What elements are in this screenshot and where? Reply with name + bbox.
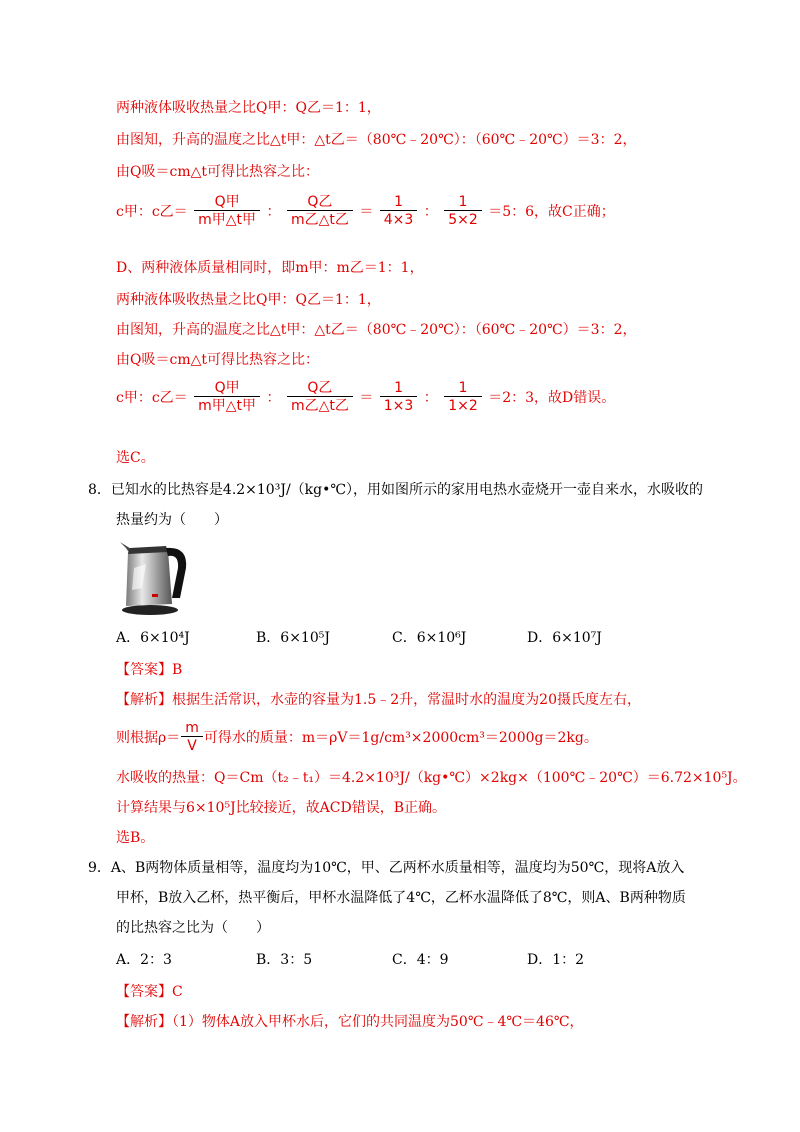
eq1-fraction-2 bbox=[287, 194, 353, 229]
q9-option-c: C．4：9 bbox=[392, 952, 449, 968]
q8-analysis-line-3: 水吸收的热量：Q＝Cm（t₂﹣t₁）＝4.2×10³J/（kg•℃）×2kg×（100℃﹣20℃）＝6.72×10⁵J。 bbox=[116, 770, 747, 786]
q8-stem-line-1: 8．已知水的比热容是4.2×10³J/（kg•℃），用如图所示的家用电热水壶烧开一壶自来水，水吸收的 bbox=[88, 482, 704, 498]
density-numerator: m bbox=[185, 720, 199, 736]
eq1-f4-numerator: 1 bbox=[458, 194, 468, 210]
eq2-f2-numerator: Q乙 bbox=[307, 380, 333, 396]
q8-option-d: D．6×10⁷J bbox=[527, 630, 602, 646]
eq1-suffix: ＝5：6，故C正确； bbox=[488, 203, 615, 220]
eq1-f2-denominator: m乙△t乙 bbox=[287, 210, 353, 229]
density-fraction bbox=[181, 720, 203, 755]
q9-stem-line-2: 甲杯，B放入乙杯，热平衡后，甲杯水温降低了4℃，乙杯水温降低了8℃，则A、B两种物质 bbox=[116, 890, 686, 906]
q8-answer: 【答案】B bbox=[116, 662, 183, 678]
sol7-line-3: 由Q吸＝cm△t可得比热容之比： bbox=[116, 164, 319, 180]
q9-analysis-line-1: 【解析】（1）物体A放入甲杯水后，它们的共同温度为50℃﹣4℃＝46℃， bbox=[116, 1014, 584, 1030]
q8-analysis-line-1: 【解析】根据生活常识，水壶的容量为1.5﹣2升，常温时水的温度为20摄氏度左右， bbox=[116, 692, 641, 708]
q8-option-b: B．6×10⁵J bbox=[256, 630, 330, 646]
eq1-f3-numerator: 1 bbox=[394, 194, 403, 210]
sol7-line-1: 两种液体吸收热量之比Q甲：Q乙＝1：1， bbox=[116, 100, 381, 116]
eq2-f1-numerator: Q甲 bbox=[214, 380, 240, 396]
eq1-fraction-1 bbox=[194, 194, 260, 229]
eq2-fraction-2 bbox=[287, 380, 353, 415]
sol7-d-line-4: 由Q吸＝cm△t可得比热容之比： bbox=[116, 352, 319, 368]
q8-stem-line-2: 热量约为（ ） bbox=[116, 512, 228, 528]
eq2-fraction-3 bbox=[380, 380, 418, 415]
eq2-f1-denominator: m甲△t甲 bbox=[194, 396, 260, 415]
sol7-equation-2: c甲：c乙＝ $\frac{\text{Q甲}}{\text{m甲△t甲}}$ ： $\frac{\text{Q乙}}{\text{m乙△t乙}}$ ＝ $\frac{1}{1\times 3}$ ： $\frac{1}{1\times 2}$ ＝2：3，故D错误。 bbox=[116, 380, 616, 414]
sol7-choose: 选C。 bbox=[116, 450, 155, 466]
q9-option-b: B．3：5 bbox=[256, 952, 313, 968]
eq1-f4-denominator: 5×2 bbox=[444, 210, 482, 229]
sol7-line-2: 由图知，升高的温度之比△t甲：△t乙＝（80℃﹣20℃）：（60℃﹣20℃）＝3：2， bbox=[116, 132, 637, 148]
sol7-d-line-2: 两种液体吸收热量之比Q甲：Q乙＝1：1， bbox=[116, 292, 381, 308]
eq2-f4-denominator: 1×2 bbox=[444, 396, 482, 415]
eq2-f4-numerator: 1 bbox=[458, 380, 468, 396]
q9-stem-line-3: 的比热容之比为（ ） bbox=[116, 920, 270, 936]
eq2-f2-denominator: m乙△t乙 bbox=[287, 396, 353, 415]
eq1-fraction-3 bbox=[380, 194, 418, 229]
q8-choose: 选B。 bbox=[116, 830, 155, 846]
kettle-image bbox=[116, 538, 191, 616]
density-prefix: 则根据ρ＝ bbox=[116, 729, 181, 746]
density-denominator: V bbox=[181, 736, 203, 755]
eq1-f1-numerator: Q甲 bbox=[214, 194, 240, 210]
eq2-fraction-1 bbox=[194, 380, 260, 415]
eq2-f3-denominator: 1×3 bbox=[380, 396, 418, 415]
eq2-f3-numerator: 1 bbox=[394, 380, 403, 396]
eq2-suffix: ＝2：3，故D错误。 bbox=[488, 389, 616, 406]
q8-option-a: A．6×10⁴J bbox=[116, 630, 190, 646]
sol7-d-line-3: 由图知，升高的温度之比△t甲：△t乙＝（80℃﹣20℃）：（60℃﹣20℃）＝3：2， bbox=[116, 322, 637, 338]
eq1-fraction-4 bbox=[444, 194, 482, 229]
eq2-prefix: c甲：c乙＝ bbox=[116, 389, 188, 406]
q8-analysis-line-4: 计算结果与6×10⁵J比较接近，故ACD错误，B正确。 bbox=[116, 800, 447, 816]
q8-analysis-line-2 bbox=[116, 720, 598, 755]
eq1-f1-denominator: m甲△t甲 bbox=[194, 210, 260, 229]
q9-option-d: D．1：2 bbox=[527, 952, 585, 968]
sol7-d-line-1: D、两种液体质量相同时，即m甲：m乙＝1：1， bbox=[116, 260, 424, 276]
eq1-prefix: c甲：c乙＝ bbox=[116, 203, 188, 220]
q9-stem-line-1: 9．A、B两物体质量相等，温度均为10℃，甲、乙两杯水质量相等，温度均为50℃，现将A放入 bbox=[88, 860, 685, 876]
q8-option-c: C．6×10⁶J bbox=[392, 630, 467, 646]
eq1-f2-numerator: Q乙 bbox=[307, 194, 333, 210]
sol7-equation-1: c甲：c乙＝ $\frac{\text{Q甲}}{\text{m甲△t甲}}$ ： $\frac{\text{Q乙}}{\text{m乙△t乙}}$ ＝ $\frac{1}{4\times 3}$ ： $\frac{1}{5\times 2}$ ＝5：6，故C正确； bbox=[116, 194, 615, 228]
eq2-fraction-4 bbox=[444, 380, 482, 415]
density-rest: 可得水的质量：m＝ρV＝1g/cm³×2000cm³＝2000g＝2kg。 bbox=[203, 729, 598, 746]
q9-answer: 【答案】C bbox=[116, 984, 183, 1000]
eq1-f3-denominator: 4×3 bbox=[380, 210, 418, 229]
q9-option-a: A．2：3 bbox=[116, 952, 172, 968]
